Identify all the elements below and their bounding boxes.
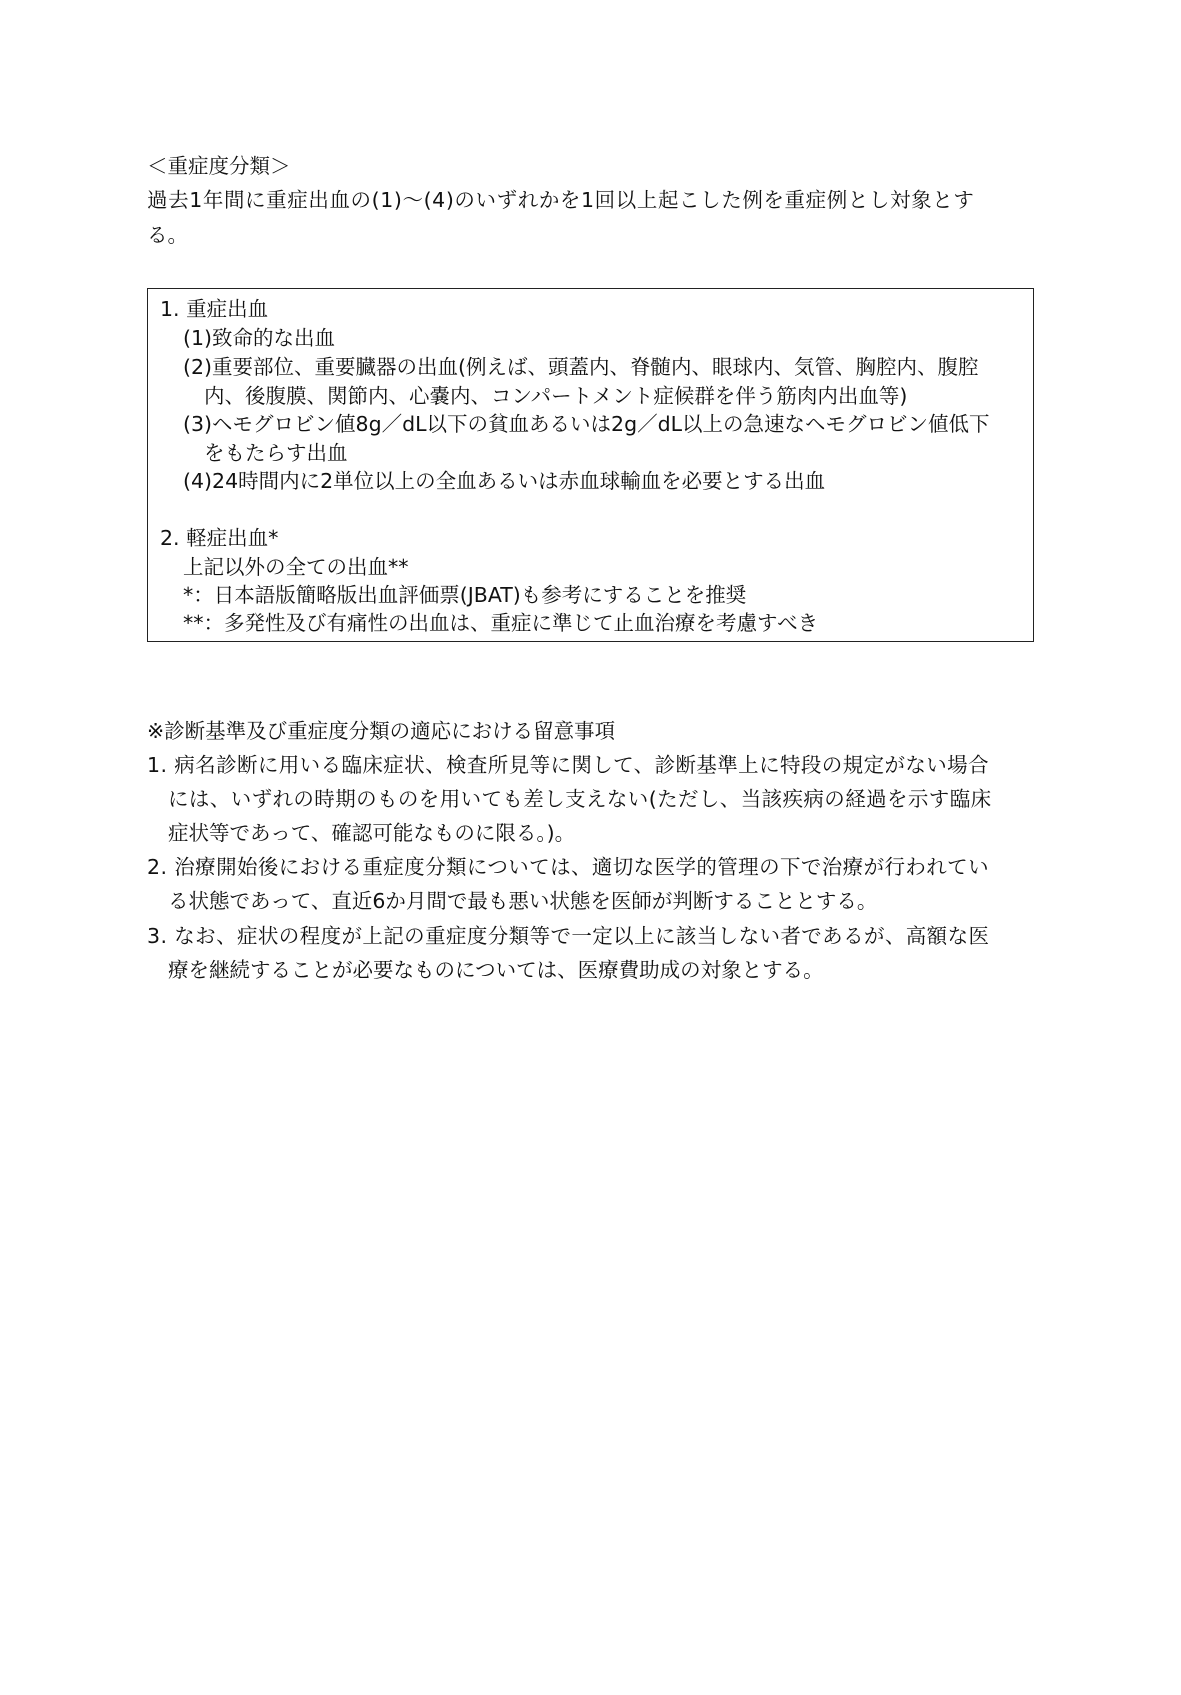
notes-title: ※診断基準及び重症度分類の適応における留意事項 (147, 719, 616, 743)
severe-item-4: (4)24時間内に2単位以上の全血あるいは赤血球輸血を必要とする出血 (183, 469, 826, 493)
severe-item-2-line-1: (2)重要部位、重要臓器の出血(例えば、頭蓋内、脊髄内、眼球内、気管、胸腔内、腹腔 (183, 355, 979, 379)
severe-item-2-line-2: 内、後腹膜、関節内、心嚢内、コンパートメント症候群を伴う筋肉内出血等) (204, 384, 908, 408)
intro-line-2: る。 (147, 223, 188, 247)
note-1-line-2: には、いずれの時期のものを用いても差し支えない(ただし、当該疾病の経過を示す臨床 (168, 787, 992, 811)
mild-bleeding-heading: 2. 軽症出血* (160, 526, 279, 550)
severe-item-3-line-2: をもたらす出血 (204, 441, 348, 465)
footnote-1: *：日本語版簡略版出血評価票(JBAT)も参考にすることを推奨 (183, 583, 747, 607)
mild-bleeding-text: 上記以外の全ての出血** (183, 555, 409, 579)
intro-line-1: 過去1年間に重症出血の(1)～(4)のいずれかを1回以上起こした例を重症例とし対象とす (147, 188, 975, 212)
severe-bleeding-heading: 1. 重症出血 (160, 297, 269, 321)
note-3-line-2: 療を継続することが必要なものについては、医療費助成の対象とする。 (168, 958, 824, 982)
note-1-line-3: 症状等であって、確認可能なものに限る。)。 (168, 821, 576, 845)
note-2-line-2: る状態であって、直近6か月間で最も悪い状態を医師が判断することとする。 (168, 889, 878, 913)
footnote-2: **：多発性及び有痛性の出血は、重症に準じて止血治療を考慮すべき (183, 611, 819, 635)
severe-item-1: (1)致命的な出血 (183, 326, 336, 350)
note-2-line-1: 2. 治療開始後における重症度分類については、適切な医学的管理の下で治療が行われてい (147, 855, 989, 879)
severe-item-3-line-1: (3)ヘモグロビン値8g／dL以下の貧血あるいは2g／dL以上の急速なヘモグロビン値低下 (183, 412, 990, 436)
note-3-line-1: 3. なお、症状の程度が上記の重症度分類等で一定以上に該当しない者であるが、高額な医 (147, 924, 990, 948)
note-1-line-1: 1. 病名診断に用いる臨床症状、検査所見等に関して、診断基準上に特段の規定がない場合 (147, 753, 989, 777)
section-title: ＜重症度分類＞ (147, 154, 291, 178)
